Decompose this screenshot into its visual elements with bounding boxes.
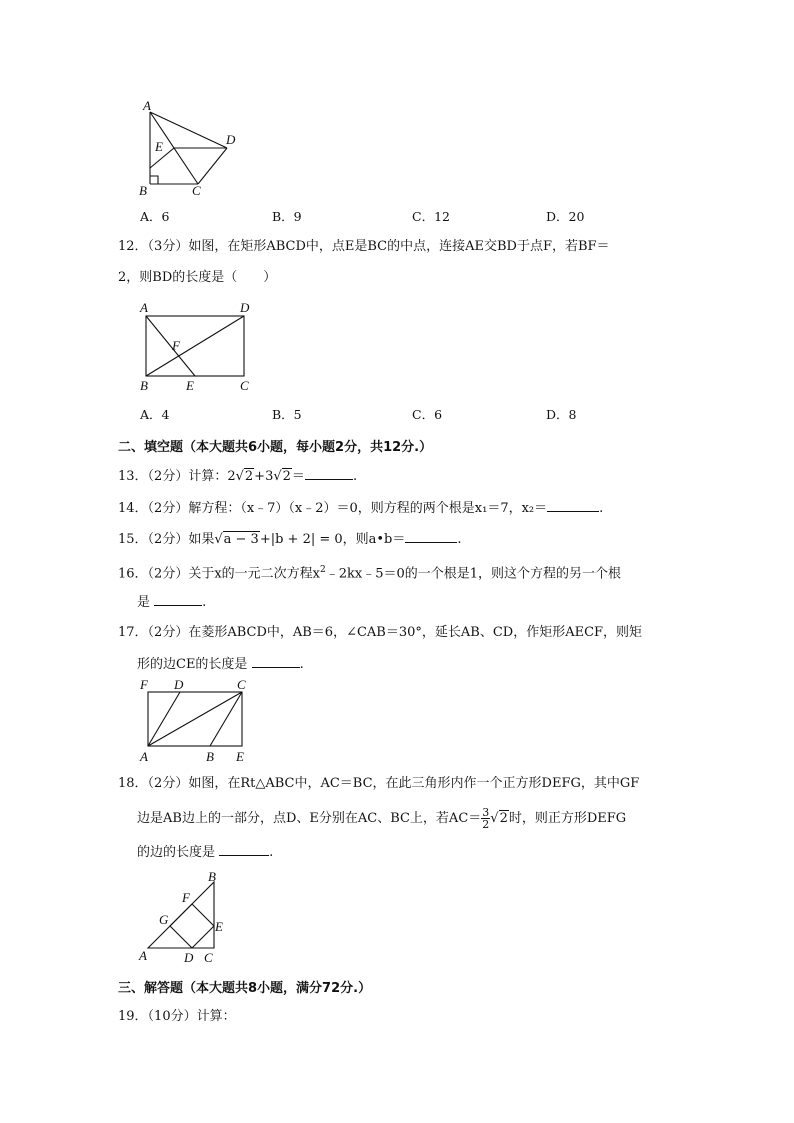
fig17-label: E <box>236 749 244 764</box>
fig17-label: C <box>237 677 246 692</box>
answer-blank[interactable] <box>219 843 269 856</box>
q18-line3: 的边的长度是 . <box>137 845 274 860</box>
fig12-label: E <box>186 378 194 393</box>
segment-ae <box>146 316 195 376</box>
sqrt-symbol: √ <box>273 469 282 484</box>
fig11-segment <box>198 148 227 184</box>
fig12-label: F <box>172 338 180 353</box>
segment-ad <box>148 692 180 746</box>
diagonal-bd <box>146 316 244 376</box>
right-angle-mark <box>150 176 158 184</box>
figure-q12 <box>134 298 264 396</box>
fig17-label: F <box>140 677 148 692</box>
fig12-label: C <box>240 378 249 393</box>
diagonal-ac <box>148 692 242 746</box>
fig12-label: A <box>140 300 148 315</box>
figure-q18 <box>134 870 234 970</box>
q12-option-d: D．8 <box>546 407 577 422</box>
sqrt-symbol: √ <box>235 469 244 484</box>
q12-option-c: C．6 <box>412 407 443 422</box>
q11-option-c: C．12 <box>412 209 450 224</box>
fraction: $\frac{3}{2}$ <box>482 806 490 831</box>
q11-option-a: A．6 <box>140 209 170 224</box>
fig11-label: D <box>226 132 236 147</box>
q12-option-a: A．4 <box>140 407 170 422</box>
q15-line: 15．（2分）如果√a − 3+|b + 2| = 0，则a•b＝ . <box>118 532 462 547</box>
fig17-label: A <box>140 749 148 764</box>
fig11-label: B <box>139 183 147 198</box>
fig18-label: G <box>159 912 169 927</box>
q12-line1: 12．（3分）如图，在矩形ABCD中，点E是BC的中点，连接AE交BD于点F，若BF＝ <box>118 239 610 254</box>
answer-blank[interactable] <box>252 655 300 668</box>
section-3-title: 三、解答题（本大题共8小题，满分72分.） <box>118 981 372 996</box>
q12-option-b: B．5 <box>272 407 302 422</box>
answer-blank[interactable] <box>154 593 202 606</box>
q16-line1: 16．（2分）关于x的一元二次方程$x^2﹣2kx﹣5=0$的一个根是1，则这个方程的另一个根 <box>118 565 622 582</box>
fig18-label: D <box>184 950 194 965</box>
fig17-label: B <box>206 749 214 764</box>
section-2-title: 二、填空题（本大题共6小题，每小题2分，共12分.） <box>118 440 433 455</box>
answer-blank[interactable] <box>405 530 457 543</box>
fig18-label: B <box>208 869 216 884</box>
q17-line2: 形的边CE的长度是 . <box>137 657 304 672</box>
q14-line: 14．（2分）解方程：（x﹣7）（x﹣2）＝0，则方程的两个根是x₁＝7，x₂＝ . <box>118 501 604 516</box>
fig18-label: C <box>204 950 213 965</box>
answer-blank[interactable] <box>305 467 353 480</box>
q19-line: 19．（10分）计算： <box>118 1009 236 1024</box>
q11-option-b: B．9 <box>272 209 302 224</box>
q13-line: 13．（2分）计算：2√2+3√2＝ . <box>118 469 358 484</box>
square-defg <box>170 904 214 948</box>
fig11-label: E <box>155 139 163 154</box>
fig11-label: C <box>192 183 201 198</box>
figure-q17 <box>134 676 258 764</box>
figure-q11 <box>134 98 244 198</box>
fig18-label: E <box>215 919 223 934</box>
segment-bc <box>210 692 242 746</box>
fig18-label: A <box>139 948 147 963</box>
q18-line2: 边是AB边上的一部分，点D、E分别在AC、BC上，若AC＝ $\frac{3}{2}$ √2时，则正方形DEFG <box>137 806 627 831</box>
sqrt-symbol: √ <box>490 811 499 826</box>
fig18-label: F <box>182 890 190 905</box>
answer-blank[interactable] <box>547 499 599 512</box>
fig12-label: B <box>140 378 148 393</box>
q16-line2: 是 . <box>137 595 207 610</box>
fig17-label: D <box>174 677 184 692</box>
q17-line1: 17．（2分）在菱形ABCD中，AB＝6，∠CAB＝30°，延长AB、CD，作矩形AECF，则矩 <box>118 625 643 640</box>
q18-line1: 18．（2分）如图，在Rt△ABC中，AC＝BC，在此三角形内作一个正方形DEFG，其中GF <box>118 776 640 791</box>
q11-option-d: D．20 <box>546 209 585 224</box>
fig12-label: D <box>240 300 250 315</box>
sqrt-symbol: √ <box>214 532 223 547</box>
fig11-label: A <box>143 98 151 113</box>
q12-line2: 2，则BD的长度是（ ） <box>118 270 277 285</box>
